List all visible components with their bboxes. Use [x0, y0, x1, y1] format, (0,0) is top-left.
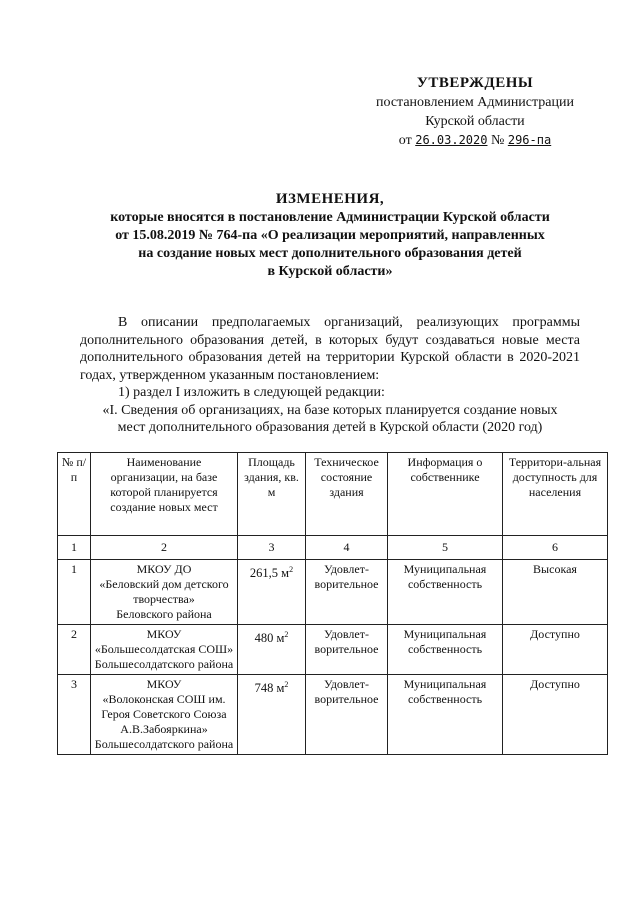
quote-line-2: мест дополнительного образования детей в Курской области (2020 год) [117, 420, 543, 435]
column-number: 4 [306, 536, 388, 560]
approval-line-1: постановлением Администрации [376, 95, 574, 110]
document-heading [80, 190, 580, 281]
body-item: 1) раздел I изложить в следующей редакции: [118, 385, 385, 400]
table-row [58, 560, 608, 625]
area-unit-sup: 2 [284, 630, 289, 639]
area-unit-sup: 2 [289, 565, 294, 574]
org-area [238, 560, 306, 625]
area-value: 480 м [254, 631, 285, 646]
org-owner: Муниципальная собственность [388, 675, 503, 755]
org-state: Удовлет-ворительное [306, 675, 388, 755]
org-access: Высокая [503, 560, 608, 625]
org-name-line: Большесолдатского района [94, 657, 234, 671]
approval-number: 296-па [507, 133, 552, 147]
org-state: Удовлет-ворительное [306, 560, 388, 625]
header-owner: Информация о собственнике [388, 453, 503, 536]
org-name-line: МКОУ [146, 627, 182, 641]
heading-line-2: от 15.08.2019 № 764-па «О реализации мероприятий, направленных [115, 228, 545, 243]
number-prefix: № [490, 133, 505, 148]
column-number: 3 [238, 536, 306, 560]
approval-title: УТВЕРЖДЕНЫ [416, 75, 534, 91]
org-name [91, 560, 238, 625]
table-row [58, 675, 608, 755]
area-value: 748 м [254, 681, 285, 696]
table-row [58, 625, 608, 675]
org-area [238, 625, 306, 675]
org-name-line: Беловского района [116, 607, 212, 621]
org-state: Удовлет-ворительное [306, 625, 388, 675]
column-number: 2 [91, 536, 238, 560]
date-prefix: от [398, 133, 412, 148]
area-value: 261,5 м [249, 566, 290, 581]
column-number: 5 [388, 536, 503, 560]
document-body [80, 314, 580, 437]
table-header-row [58, 453, 608, 536]
approval-date-line [360, 131, 590, 150]
heading-line-3: на создание новых мест дополнительного образования детей [138, 246, 522, 261]
heading-line-4: в Курской области» [267, 264, 393, 279]
org-owner: Муниципальная собственность [388, 625, 503, 675]
area-unit-sup: 2 [284, 680, 289, 689]
header-state: Техническое состояние здания [306, 453, 388, 536]
header-name: Наименование организации, на базе которой планируется создание новых мест [91, 453, 238, 536]
quote-line-1: «I. Сведения об организациях, на базе которых планируется создание новых [102, 402, 558, 418]
table-column-numbers [58, 536, 608, 560]
approval-date: 26.03.2020 [415, 133, 488, 147]
approval-stamp [360, 74, 590, 150]
org-access: Доступно [503, 675, 608, 755]
row-number: 2 [58, 625, 91, 675]
org-name-line: МКОУ [146, 677, 182, 691]
header-access: Территори-альная доступность для населения [503, 453, 608, 536]
row-number: 1 [58, 560, 91, 625]
body-paragraph: В описании предполагаемых организаций, реализующих программы дополнительного образования детей, в которых будут создаваться новые места дополнительного образования детей на территории Курской области в 2020-2021 годах, утвержденном указанным постановлением: [80, 315, 580, 383]
org-name [91, 625, 238, 675]
header-number: № п/п [58, 453, 91, 536]
org-area [238, 675, 306, 755]
org-access: Доступно [503, 625, 608, 675]
org-owner: Муниципальная собственность [388, 560, 503, 625]
org-name [91, 675, 238, 755]
organizations-table [57, 452, 608, 755]
heading-line-1: которые вносятся в постановление Администрации Курской области [110, 210, 550, 225]
org-name-line: Большесолдатского района [94, 737, 234, 751]
org-name-line: «Волоконская СОШ им. Героя Советского Союза А.В.Забояркина» [101, 692, 227, 736]
column-number: 1 [58, 536, 91, 560]
document-title: ИЗМЕНЕНИЯ, [275, 191, 385, 207]
column-number: 6 [503, 536, 608, 560]
org-name-line: «Беловский дом детского творчества» [99, 577, 229, 606]
approval-line-2: Курской области [425, 114, 525, 129]
row-number: 3 [58, 675, 91, 755]
org-name-line: «Большесолдатская СОШ» [94, 642, 234, 656]
org-name-line: МКОУ ДО [136, 562, 192, 576]
header-area: Площадь здания, кв. м [238, 453, 306, 536]
